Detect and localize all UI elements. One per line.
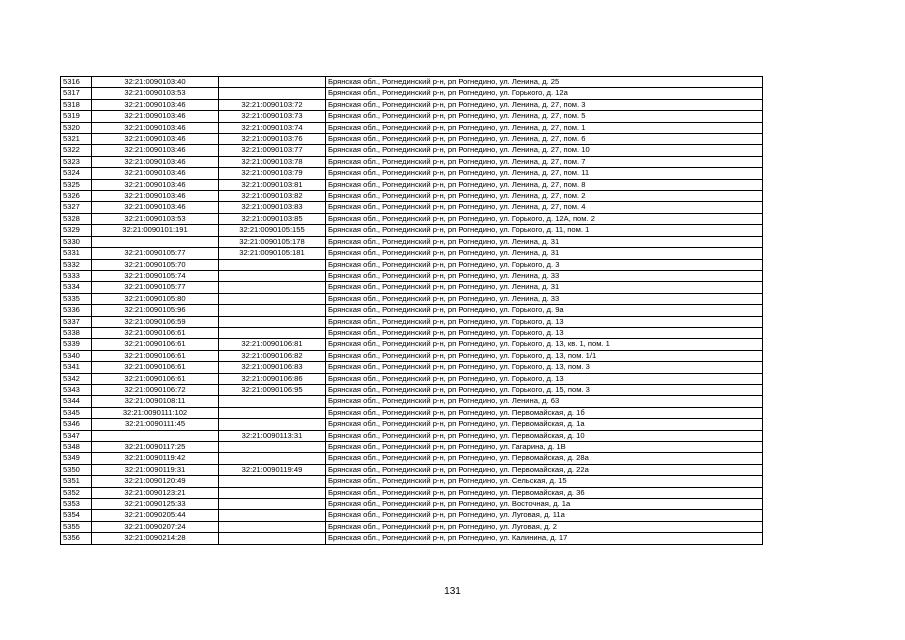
related-cadastral-number-cell	[219, 487, 326, 498]
row-number-cell: 5340	[61, 350, 92, 361]
row-number-cell: 5317	[61, 88, 92, 99]
address-cell: Брянская обл., Рогнединский р-н, рп Рогнедино, ул. Калинина, д. 17	[326, 533, 763, 544]
table-row	[61, 453, 763, 464]
cadastral-number-cell: 32:21:0090105:80	[92, 293, 219, 304]
cadastral-number-cell: 32:21:0090106:61	[92, 373, 219, 384]
address-cell: Брянская обл., Рогнединский р-н, рп Рогнедино, ул. Горького, д. 3	[326, 259, 763, 270]
related-cadastral-number-cell	[219, 407, 326, 418]
row-number-cell: 5343	[61, 384, 92, 395]
address-cell: Брянская обл., Рогнединский р-н, рп Рогнедино, ул. Ленина, д. 27, пом. 1	[326, 122, 763, 133]
cadastral-number-cell	[92, 236, 219, 247]
related-cadastral-number-cell: 32:21:0090119:49	[219, 464, 326, 475]
address-cell: Брянская обл., Рогнединский р-н, рп Рогнедино, ул. Ленина, д. 27, пом. 2	[326, 191, 763, 202]
address-cell: Брянская обл., Рогнединский р-н, рп Рогнедино, ул. Горького, д. 15, пом. 3	[326, 384, 763, 395]
address-cell: Брянская обл., Рогнединский р-н, рп Рогнедино, ул. Сельская, д. 15	[326, 476, 763, 487]
cadastral-number-cell: 32:21:0090103:46	[92, 145, 219, 156]
cadastral-number-cell: 32:21:0090205:44	[92, 510, 219, 521]
row-number-cell: 5326	[61, 191, 92, 202]
cadastral-number-cell: 32:21:0090106:61	[92, 362, 219, 373]
table-row	[61, 77, 763, 88]
related-cadastral-number-cell	[219, 316, 326, 327]
cadastral-number-cell	[92, 430, 219, 441]
address-cell: Брянская обл., Рогнединский р-н, рп Рогнедино, ул. Ленина, д. 33	[326, 293, 763, 304]
row-number-cell: 5328	[61, 213, 92, 224]
cadastral-number-cell: 32:21:0090103:46	[92, 156, 219, 167]
related-cadastral-number-cell: 32:21:0090103:73	[219, 111, 326, 122]
address-cell: Брянская обл., Рогнединский р-н, рп Рогнедино, ул. Горького, д. 13, пом. 1/1	[326, 350, 763, 361]
related-cadastral-number-cell	[219, 533, 326, 544]
row-number-cell: 5327	[61, 202, 92, 213]
cadastral-number-cell: 32:21:0090119:42	[92, 453, 219, 464]
address-cell: Брянская обл., Рогнединский р-н, рп Рогнедино, ул. Горького, д. 13, кв. 1, пом. 1	[326, 339, 763, 350]
address-cell: Брянская обл., Рогнединский р-н, рп Рогнедино, ул. Ленина, д. 27, пом. 8	[326, 179, 763, 190]
address-cell: Брянская обл., Рогнединский р-н, рп Рогнедино, ул. Горького, д. 9а	[326, 305, 763, 316]
related-cadastral-number-cell: 32:21:0090106:95	[219, 384, 326, 395]
address-cell: Брянская обл., Рогнединский р-н, рп Рогнедино, ул. Горького, д. 12а	[326, 88, 763, 99]
row-number-cell: 5342	[61, 373, 92, 384]
row-number-cell: 5321	[61, 134, 92, 145]
row-number-cell: 5332	[61, 259, 92, 270]
page-number: 131	[444, 586, 461, 597]
row-number-cell: 5330	[61, 236, 92, 247]
table-row	[61, 122, 763, 133]
address-cell: Брянская обл., Рогнединский р-н, рп Рогнедино, ул. Ленина, д. 27, пом. 3	[326, 99, 763, 110]
address-cell: Брянская обл., Рогнединский р-н, рп Рогнедино, ул. Ленина, д. 27, пом. 11	[326, 168, 763, 179]
cadastral-number-cell: 32:21:0090105:70	[92, 259, 219, 270]
address-cell: Брянская обл., Рогнединский р-н, рп Рогнедино, ул. Ленина, д. 31	[326, 248, 763, 259]
table-row	[61, 533, 763, 544]
related-cadastral-number-cell: 32:21:0090103:74	[219, 122, 326, 133]
table-body	[61, 77, 763, 545]
table-row	[61, 384, 763, 395]
related-cadastral-number-cell: 32:21:0090106:86	[219, 373, 326, 384]
table-row	[61, 134, 763, 145]
related-cadastral-number-cell: 32:21:0090105:181	[219, 248, 326, 259]
row-number-cell: 5355	[61, 521, 92, 532]
row-number-cell: 5351	[61, 476, 92, 487]
address-cell: Брянская обл., Рогнединский р-н, рп Рогнедино, ул. Первомайская, д. 1б	[326, 407, 763, 418]
cadastral-number-cell: 32:21:0090101:191	[92, 225, 219, 236]
table-row	[61, 350, 763, 361]
cadastral-number-cell: 32:21:0090106:61	[92, 327, 219, 338]
cadastral-number-cell: 32:21:0090123:21	[92, 487, 219, 498]
related-cadastral-number-cell: 32:21:0090105:155	[219, 225, 326, 236]
address-cell: Брянская обл., Рогнединский р-н, рп Рогнедино, ул. Первомайская, д. 28а	[326, 453, 763, 464]
related-cadastral-number-cell	[219, 510, 326, 521]
row-number-cell: 5331	[61, 248, 92, 259]
related-cadastral-number-cell	[219, 521, 326, 532]
row-number-cell: 5338	[61, 327, 92, 338]
related-cadastral-number-cell	[219, 270, 326, 281]
address-cell: Брянская обл., Рогнединский р-н, рп Рогнедино, ул. Первомайская, д. 36	[326, 487, 763, 498]
table-row	[61, 225, 763, 236]
table-row	[61, 487, 763, 498]
related-cadastral-number-cell: 32:21:0090106:81	[219, 339, 326, 350]
table-row	[61, 464, 763, 475]
row-number-cell: 5353	[61, 499, 92, 510]
related-cadastral-number-cell	[219, 419, 326, 430]
cadastral-number-cell: 32:21:0090103:46	[92, 134, 219, 145]
related-cadastral-number-cell	[219, 442, 326, 453]
registry-table	[60, 76, 763, 545]
address-cell: Брянская обл., Рогнединский р-н, рп Рогнедино, ул. Луговая, д. 11а	[326, 510, 763, 521]
related-cadastral-number-cell: 32:21:0090103:85	[219, 213, 326, 224]
cadastral-number-cell: 32:21:0090117:25	[92, 442, 219, 453]
table-row	[61, 430, 763, 441]
related-cadastral-number-cell: 32:21:0090105:178	[219, 236, 326, 247]
row-number-cell: 5339	[61, 339, 92, 350]
table-row	[61, 419, 763, 430]
address-cell: Брянская обл., Рогнединский р-н, рп Рогнедино, ул. Первомайская, д. 10	[326, 430, 763, 441]
row-number-cell: 5348	[61, 442, 92, 453]
related-cadastral-number-cell: 32:21:0090103:78	[219, 156, 326, 167]
table-row	[61, 236, 763, 247]
address-cell: Брянская обл., Рогнединский р-н, рп Рогнедино, ул. Горького, д. 13	[326, 316, 763, 327]
row-number-cell: 5344	[61, 396, 92, 407]
row-number-cell: 5325	[61, 179, 92, 190]
address-cell: Брянская обл., Рогнединский р-н, рп Рогнедино, ул. Ленина, д. 33	[326, 270, 763, 281]
address-cell: Брянская обл., Рогнединский р-н, рп Рогнедино, ул. Ленина, д. 31	[326, 282, 763, 293]
cadastral-number-cell: 32:21:0090103:46	[92, 179, 219, 190]
table-row	[61, 476, 763, 487]
address-cell: Брянская обл., Рогнединский р-н, рп Рогнедино, ул. Первомайская, д. 22а	[326, 464, 763, 475]
related-cadastral-number-cell	[219, 453, 326, 464]
address-cell: Брянская обл., Рогнединский р-н, рп Рогнедино, ул. Горького, д. 13, пом. 3	[326, 362, 763, 373]
cadastral-number-cell: 32:21:0090103:53	[92, 213, 219, 224]
table-row	[61, 282, 763, 293]
row-number-cell: 5324	[61, 168, 92, 179]
address-cell: Брянская обл., Рогнединский р-н, рп Рогнедино, ул. Ленина, д. 27, пом. 4	[326, 202, 763, 213]
address-cell: Брянская обл., Рогнединский р-н, рп Рогнедино, ул. Горького, д. 13	[326, 327, 763, 338]
cadastral-number-cell: 32:21:0090103:46	[92, 111, 219, 122]
row-number-cell: 5352	[61, 487, 92, 498]
row-number-cell: 5316	[61, 77, 92, 88]
related-cadastral-number-cell	[219, 293, 326, 304]
address-cell: Брянская обл., Рогнединский р-н, рп Рогнедино, ул. Горького, д. 12А, пом. 2	[326, 213, 763, 224]
related-cadastral-number-cell	[219, 396, 326, 407]
cadastral-number-cell: 32:21:0090103:46	[92, 122, 219, 133]
row-number-cell: 5323	[61, 156, 92, 167]
table-row	[61, 99, 763, 110]
row-number-cell: 5322	[61, 145, 92, 156]
table-row	[61, 316, 763, 327]
cadastral-number-cell: 32:21:0090106:72	[92, 384, 219, 395]
table-row	[61, 270, 763, 281]
table-row	[61, 373, 763, 384]
row-number-cell: 5335	[61, 293, 92, 304]
table-row	[61, 191, 763, 202]
row-number-cell: 5345	[61, 407, 92, 418]
related-cadastral-number-cell	[219, 305, 326, 316]
related-cadastral-number-cell	[219, 77, 326, 88]
table-row	[61, 259, 763, 270]
cadastral-number-cell: 32:21:0090105:96	[92, 305, 219, 316]
table-row	[61, 305, 763, 316]
cadastral-number-cell: 32:21:0090119:31	[92, 464, 219, 475]
cadastral-number-cell: 32:21:0090111:102	[92, 407, 219, 418]
address-cell: Брянская обл., Рогнединский р-н, рп Рогнедино, ул. Восточная, д. 1а	[326, 499, 763, 510]
cadastral-number-cell: 32:21:0090105:74	[92, 270, 219, 281]
cadastral-number-cell: 32:21:0090105:77	[92, 248, 219, 259]
table-row	[61, 327, 763, 338]
row-number-cell: 5319	[61, 111, 92, 122]
table-row	[61, 362, 763, 373]
address-cell: Брянская обл., Рогнединский р-н, рп Рогнедино, ул. Ленина, д. 31	[326, 236, 763, 247]
table-row	[61, 396, 763, 407]
table-row	[61, 202, 763, 213]
cadastral-number-cell: 32:21:0090108:11	[92, 396, 219, 407]
address-cell: Брянская обл., Рогнединский р-н, рп Рогнедино, ул. Луговая, д. 2	[326, 521, 763, 532]
table-row	[61, 156, 763, 167]
address-cell: Брянская обл., Рогнединский р-н, рп Рогнедино, ул. Первомайская, д. 1а	[326, 419, 763, 430]
cadastral-number-cell: 32:21:0090105:77	[92, 282, 219, 293]
related-cadastral-number-cell	[219, 259, 326, 270]
cadastral-number-cell: 32:21:0090103:46	[92, 99, 219, 110]
row-number-cell: 5320	[61, 122, 92, 133]
cadastral-number-cell: 32:21:0090106:61	[92, 350, 219, 361]
row-number-cell: 5341	[61, 362, 92, 373]
row-number-cell: 5356	[61, 533, 92, 544]
row-number-cell: 5337	[61, 316, 92, 327]
table-row	[61, 213, 763, 224]
table-row	[61, 510, 763, 521]
table-row	[61, 521, 763, 532]
row-number-cell: 5334	[61, 282, 92, 293]
cadastral-number-cell: 32:21:0090103:46	[92, 191, 219, 202]
table-row	[61, 442, 763, 453]
row-number-cell: 5346	[61, 419, 92, 430]
row-number-cell: 5329	[61, 225, 92, 236]
related-cadastral-number-cell: 32:21:0090103:72	[219, 99, 326, 110]
related-cadastral-number-cell: 32:21:0090113:31	[219, 430, 326, 441]
related-cadastral-number-cell: 32:21:0090103:77	[219, 145, 326, 156]
table-row	[61, 339, 763, 350]
table-row	[61, 168, 763, 179]
related-cadastral-number-cell: 32:21:0090103:76	[219, 134, 326, 145]
address-cell: Брянская обл., Рогнединский р-н, рп Рогнедино, ул. Ленина, д. 27, пом. 7	[326, 156, 763, 167]
related-cadastral-number-cell	[219, 88, 326, 99]
table-row	[61, 248, 763, 259]
address-cell: Брянская обл., Рогнединский р-н, рп Рогнедино, ул. Ленина, д. 63	[326, 396, 763, 407]
table-row	[61, 179, 763, 190]
address-cell: Брянская обл., Рогнединский р-н, рп Рогнедино, ул. Ленина, д. 25	[326, 77, 763, 88]
row-number-cell: 5354	[61, 510, 92, 521]
address-cell: Брянская обл., Рогнединский р-н, рп Рогнедино, ул. Гагарина, д. 1В	[326, 442, 763, 453]
table-row	[61, 499, 763, 510]
related-cadastral-number-cell: 32:21:0090103:81	[219, 179, 326, 190]
table-row	[61, 145, 763, 156]
related-cadastral-number-cell: 32:21:0090103:82	[219, 191, 326, 202]
row-number-cell: 5318	[61, 99, 92, 110]
table-row	[61, 407, 763, 418]
row-number-cell: 5350	[61, 464, 92, 475]
row-number-cell: 5349	[61, 453, 92, 464]
row-number-cell: 5333	[61, 270, 92, 281]
address-cell: Брянская обл., Рогнединский р-н, рп Рогнедино, ул. Горького, д. 11, пом. 1	[326, 225, 763, 236]
cadastral-number-cell: 32:21:0090214:28	[92, 533, 219, 544]
related-cadastral-number-cell: 32:21:0090103:83	[219, 202, 326, 213]
cadastral-number-cell: 32:21:0090103:46	[92, 202, 219, 213]
related-cadastral-number-cell: 32:21:0090106:83	[219, 362, 326, 373]
table-row	[61, 88, 763, 99]
related-cadastral-number-cell	[219, 476, 326, 487]
related-cadastral-number-cell	[219, 327, 326, 338]
table-row	[61, 293, 763, 304]
address-cell: Брянская обл., Рогнединский р-н, рп Рогнедино, ул. Ленина, д. 27, пом. 10	[326, 145, 763, 156]
cadastral-number-cell: 32:21:0090106:59	[92, 316, 219, 327]
cadastral-number-cell: 32:21:0090120:49	[92, 476, 219, 487]
related-cadastral-number-cell	[219, 282, 326, 293]
related-cadastral-number-cell	[219, 499, 326, 510]
cadastral-number-cell: 32:21:0090111:45	[92, 419, 219, 430]
table-row	[61, 111, 763, 122]
cadastral-number-cell: 32:21:0090207:24	[92, 521, 219, 532]
address-cell: Брянская обл., Рогнединский р-н, рп Рогнедино, ул. Горького, д. 13	[326, 373, 763, 384]
row-number-cell: 5347	[61, 430, 92, 441]
cadastral-number-cell: 32:21:0090103:46	[92, 168, 219, 179]
row-number-cell: 5336	[61, 305, 92, 316]
cadastral-number-cell: 32:21:0090103:53	[92, 88, 219, 99]
address-cell: Брянская обл., Рогнединский р-н, рп Рогнедино, ул. Ленина, д. 27, пом. 6	[326, 134, 763, 145]
address-cell: Брянская обл., Рогнединский р-н, рп Рогнедино, ул. Ленина, д. 27, пом. 5	[326, 111, 763, 122]
cadastral-number-cell: 32:21:0090106:61	[92, 339, 219, 350]
cadastral-number-cell: 32:21:0090103:40	[92, 77, 219, 88]
cadastral-number-cell: 32:21:0090125:33	[92, 499, 219, 510]
related-cadastral-number-cell: 32:21:0090103:79	[219, 168, 326, 179]
related-cadastral-number-cell: 32:21:0090106:82	[219, 350, 326, 361]
